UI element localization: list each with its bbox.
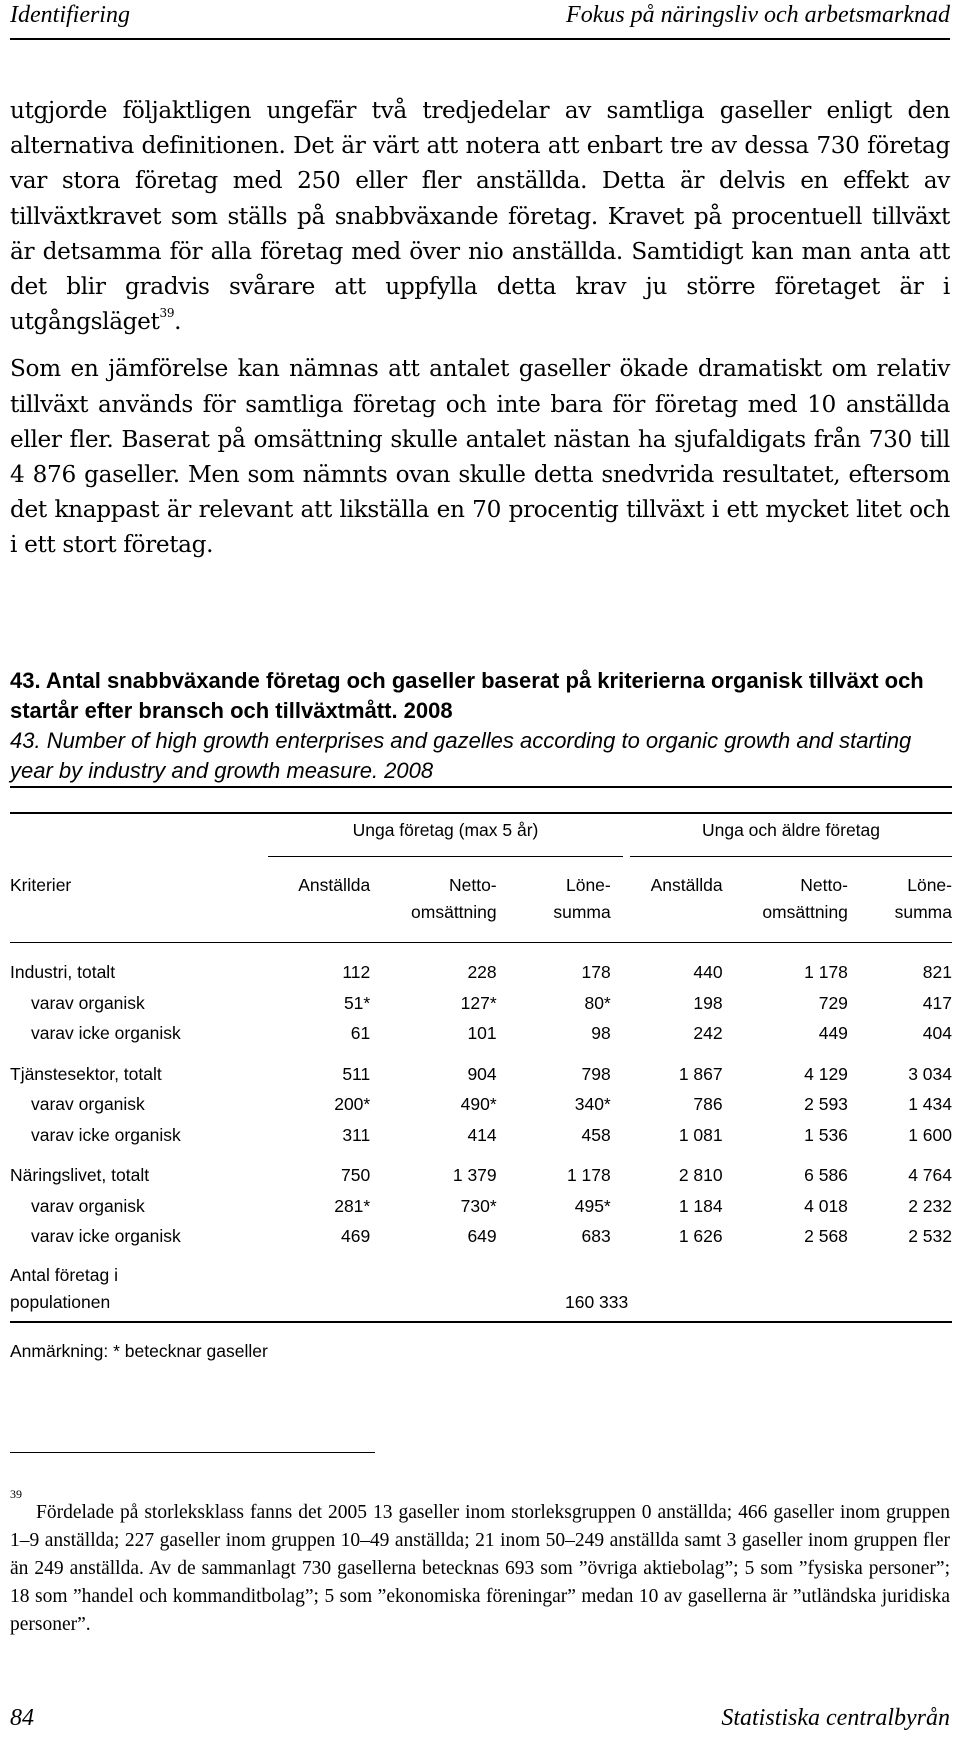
row-label: varav organisk [31, 1195, 145, 1216]
cell: 1 178 [566, 1165, 611, 1185]
cell: 404 [922, 1023, 952, 1043]
cell: 6 586 [804, 1165, 848, 1185]
group-rule-young-and-old [630, 856, 952, 857]
table-note: Anmärkning: * betecknar gaseller [10, 1341, 268, 1361]
cell: 511 [342, 1063, 371, 1084]
column-header: Netto- omsättning [411, 875, 497, 922]
table-bottom-rule [10, 1321, 952, 1323]
data-table [10, 872, 952, 1252]
cell: 51* [343, 992, 371, 1013]
cell: 729 [818, 992, 848, 1013]
column-header: Löne- summa [553, 875, 611, 922]
cell: 786 [693, 1094, 723, 1114]
cell: 1 536 [804, 1124, 848, 1145]
publisher-name: Statistiska centralbyrån [721, 1705, 950, 1731]
cell: 4 018 [804, 1195, 848, 1216]
cell: 178 [581, 962, 611, 982]
cell: 2 568 [804, 1226, 848, 1246]
table-row [10, 1120, 952, 1151]
cell: 1 379 [452, 1165, 497, 1185]
column-header-criteria: Kriterier [10, 875, 72, 895]
population-label: Antal företag i populationen [10, 1265, 118, 1312]
cell: 730* [460, 1195, 497, 1216]
column-header: Löne- summa [894, 875, 952, 922]
group-header-young: Unga företag (max 5 år) [352, 820, 539, 840]
cell: 490* [460, 1094, 497, 1114]
table-top-rule [10, 812, 952, 814]
cell: 414 [467, 1124, 497, 1145]
table-title-english: 43. Number of high growth enterprises and gazelles according to organic growth and starting year by industry and growth measure. 2008 [10, 728, 912, 783]
cell: 1 626 [678, 1226, 723, 1246]
paragraph-1: utgjorde följaktligen ungefär två tredjedelar av samtliga gaseller enligt den alternativa definitionen. Det är värt att notera att enbart tre av dessa 730 företag var stora företag med 250 eller fler anställda. Detta är delvis en effekt av tillväxtkravet som ställs på snabbväxande företag. Kravet på procentuell tillväxt är detsamma för alla företag med över nio anställda. Samtidigt kan man anta att det blir gradvis svårare att uppfylla detta krav ju större företaget är i utgångsläget$^{39}$. [10, 97, 950, 336]
table-row [10, 1221, 952, 1252]
cell: 495* [574, 1195, 611, 1216]
cell: 61 [350, 1023, 371, 1043]
paragraph-2: Som en jämförelse kan nämnas att antalet gaseller ökade dramatiskt om relativ tillväxt används för samtliga företag och inte bara för företag med 10 anställda eller fler. Baserat på omsättning skulle antalet nästan ha sjufaldigats från 730 till 4 876 gaseller. Men som nämnts ovan skulle detta snedvrida resultatet, eftersom det knappast är relevant att likställa en 70 procentig tillväxt i ett mycket litet och i ett stort företag. [10, 355, 950, 559]
row-label: varav icke organisk [31, 1226, 181, 1246]
cell: 101 [467, 1023, 497, 1043]
table-row [10, 957, 952, 988]
cell: 228 [467, 962, 497, 982]
row-label: varav icke organisk [31, 1023, 181, 1043]
footnote-number: 39 [10, 1487, 22, 1501]
cell: 469 [341, 1226, 371, 1246]
group-rule-young [268, 856, 623, 857]
column-header: Anställda [650, 875, 723, 895]
cell: 340* [574, 1094, 611, 1114]
footnote-reference[interactable]: 39 [159, 306, 175, 321]
table-row [10, 1089, 952, 1120]
cell: 2 232 [908, 1195, 952, 1216]
title-rule [10, 786, 952, 788]
table-row [10, 988, 952, 1019]
cell: 198 [693, 992, 723, 1013]
cell: 281* [334, 1195, 371, 1216]
cell: 904 [467, 1063, 497, 1084]
table-title [10, 666, 950, 786]
cell: 3 034 [908, 1063, 952, 1084]
footnote [10, 1487, 950, 1639]
row-label: varav icke organisk [31, 1124, 181, 1145]
cell: 798 [581, 1063, 611, 1084]
cell: 750 [341, 1165, 371, 1185]
table-row [10, 1160, 952, 1191]
cell: 311 [342, 1124, 371, 1145]
cell: 112 [342, 962, 371, 982]
row-label: varav organisk [31, 1094, 145, 1114]
footnote-rule [10, 1452, 375, 1453]
cell: 2 532 [908, 1226, 952, 1246]
group-header-young-and-old: Unga och äldre företag [701, 820, 881, 840]
cell: 127* [460, 992, 497, 1013]
body-text [10, 93, 950, 563]
cell: 821 [922, 962, 952, 982]
cell: 1 434 [908, 1094, 952, 1114]
header-publication-title: Fokus på näringsliv och arbetsmarknad [566, 2, 950, 28]
header-section-title: Identifiering [10, 2, 130, 28]
row-label: Näringslivet, totalt [10, 1165, 150, 1185]
cell: 449 [818, 1023, 848, 1043]
cell: 649 [467, 1226, 497, 1246]
table-row [10, 1191, 952, 1222]
column-header-row [10, 872, 952, 943]
table-title-swedish: 43. Antal snabbväxande företag och gaseller baserat på kriterierna organisk tillväxt och startår efter bransch och tillväxtmått. 2008 [10, 668, 924, 723]
table-row [10, 1059, 952, 1090]
cell: 440 [693, 962, 723, 982]
cell: 417 [922, 992, 952, 1013]
cell: 1 178 [804, 962, 848, 982]
running-header [10, 0, 950, 40]
cell: 4 764 [908, 1165, 952, 1185]
cell: 242 [693, 1023, 723, 1043]
cell: 1 081 [678, 1124, 723, 1145]
cell: 98 [591, 1023, 611, 1043]
column-header: Netto- omsättning [762, 875, 848, 922]
cell: 1 184 [678, 1195, 723, 1216]
cell: 1 600 [908, 1124, 952, 1145]
table-row [10, 1018, 952, 1049]
cell: 1 867 [678, 1063, 723, 1084]
population-value: 160 333 [565, 1292, 629, 1312]
row-label: Industri, totalt [10, 962, 116, 982]
cell: 458 [581, 1124, 611, 1145]
column-header: Anställda [298, 875, 371, 895]
row-label: varav organisk [31, 992, 145, 1013]
cell: 2 593 [804, 1094, 848, 1114]
cell: 80* [584, 992, 611, 1013]
cell: 2 810 [678, 1165, 723, 1185]
row-label: Tjänstesektor, totalt [10, 1063, 162, 1084]
footnote-text: Fördelade på storleksklass fanns det 2005 13 gaseller inom storleksgruppen 0 anställda; 466 gaseller inom gruppen 1–9 anställda; 227 gaseller inom gruppen 10–49 anställda; 21 inom 50–249 anställda samt 3 gaseller inom gruppen fler än 249 anställda. Av de sammanlagt 730 gasellerna betecknas 693 som ”övriga aktiebolag”; 5 som ”fysiska personer”; 18 som ”handel och kommanditbolag”; 5 som ”ekonomiska föreningar” medan 10 av gasellerna är ”utländska juridiska personer”. [10, 1502, 950, 1635]
page-number: 84 [10, 1705, 34, 1731]
cell: 4 129 [804, 1063, 848, 1084]
cell: 200* [334, 1094, 371, 1114]
cell: 683 [581, 1226, 611, 1246]
